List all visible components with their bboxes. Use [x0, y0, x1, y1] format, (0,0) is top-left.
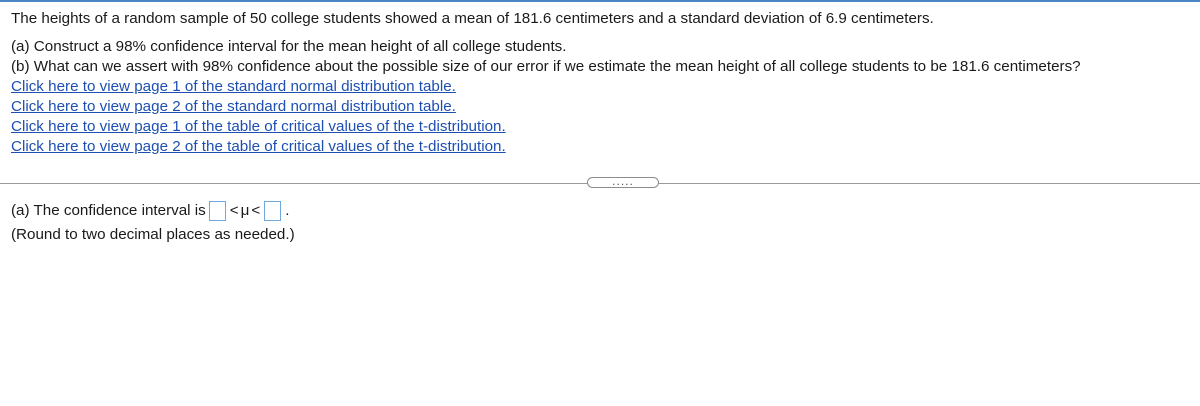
expand-more-button[interactable]: .....	[587, 177, 659, 188]
question-stem: The heights of a random sample of 50 college students showed a mean of 181.6 centimeters and a standard deviation of 6.9 centimeters.	[11, 10, 934, 27]
question-panel	[11, 9, 1196, 157]
mu-symbol: μ	[240, 202, 250, 219]
link-t-table-page-2[interactable]: Click here to view page 2 of the table of critical values of the t-distribution.	[11, 138, 506, 155]
question-part-b: (b) What can we assert with 98% confidence about the possible size of our error if we estimate the mean height of all college students to be 181.6 centimeters?	[11, 58, 1081, 75]
link-normal-table-page-1[interactable]: Click here to view page 1 of the standard normal distribution table.	[11, 78, 456, 95]
top-rule	[0, 0, 1200, 2]
answer-panel	[11, 201, 295, 245]
less-than-sign: <	[251, 202, 261, 219]
answer-prefix: (a) The confidence interval is	[11, 202, 206, 219]
link-normal-table-page-2[interactable]: Click here to view page 2 of the standard normal distribution table.	[11, 98, 456, 115]
lower-bound-input[interactable]	[209, 201, 226, 221]
rounding-hint: (Round to two decimal places as needed.)	[11, 226, 295, 243]
answer-line	[11, 201, 295, 221]
link-t-table-page-1[interactable]: Click here to view page 1 of the table of critical values of the t-distribution.	[11, 118, 506, 135]
upper-bound-input[interactable]	[264, 201, 281, 221]
answer-period: .	[285, 202, 290, 219]
question-part-a: (a) Construct a 98% confidence interval for the mean height of all college students.	[11, 38, 567, 55]
less-than-sign: <	[229, 202, 239, 219]
